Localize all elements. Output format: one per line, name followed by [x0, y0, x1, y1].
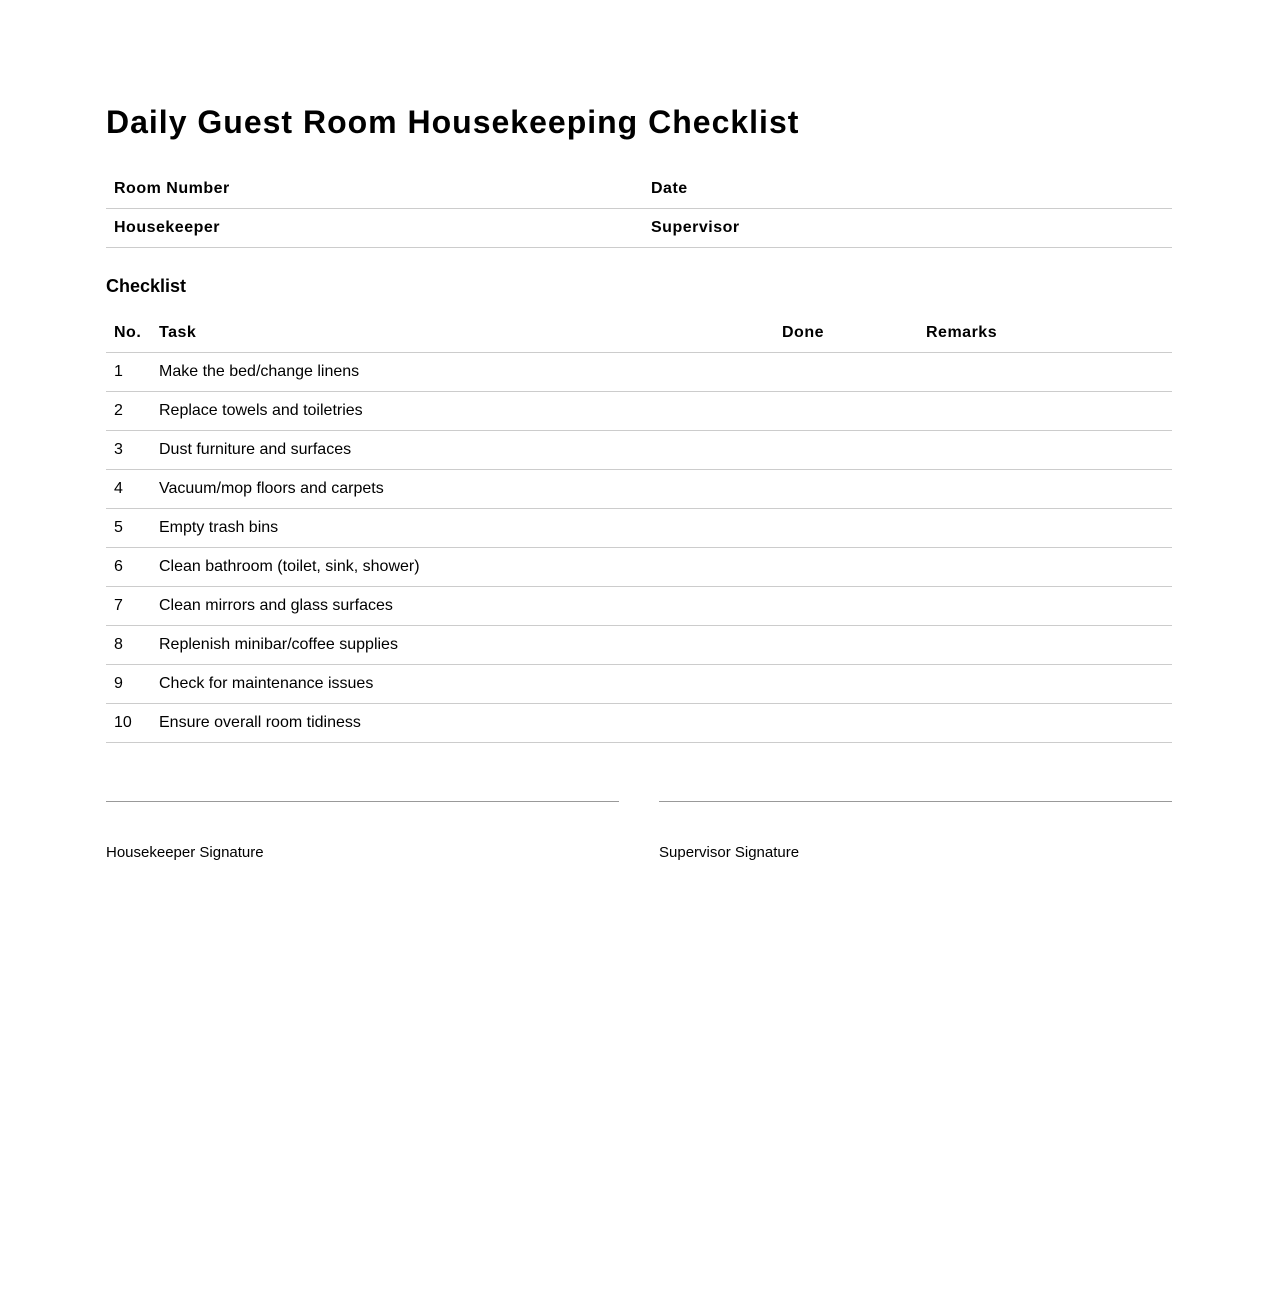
column-header-no: No. — [106, 314, 151, 353]
table-row — [106, 353, 1172, 392]
row-remarks-cell[interactable] — [918, 353, 1172, 392]
row-number: 6 — [106, 548, 151, 587]
row-remarks-cell[interactable] — [918, 509, 1172, 548]
row-remarks-cell[interactable] — [918, 470, 1172, 509]
table-row — [106, 587, 1172, 626]
row-number: 2 — [106, 392, 151, 431]
table-row — [106, 665, 1172, 704]
table-row — [106, 392, 1172, 431]
row-done-cell[interactable] — [774, 431, 918, 470]
table-row — [106, 704, 1172, 743]
housekeeper-signature-label: Housekeeper Signature — [106, 844, 264, 861]
row-number: 9 — [106, 665, 151, 704]
row-remarks-cell[interactable] — [918, 548, 1172, 587]
row-remarks-cell[interactable] — [918, 587, 1172, 626]
table-row — [106, 470, 1172, 509]
row-done-cell[interactable] — [774, 665, 918, 704]
signature-section — [106, 801, 1172, 862]
row-remarks-cell[interactable] — [918, 431, 1172, 470]
row-task: Make the bed/change linens — [151, 353, 774, 392]
row-task: Ensure overall room tidiness — [151, 704, 774, 743]
row-task: Check for maintenance issues — [151, 665, 774, 704]
info-row — [106, 209, 1172, 248]
supervisor-signature-label: Supervisor Signature — [659, 844, 800, 861]
page-title: Daily Guest Room Housekeeping Checklist — [106, 104, 800, 140]
housekeeper-field[interactable]: Housekeeper — [106, 209, 639, 248]
row-remarks-cell[interactable] — [918, 392, 1172, 431]
supervisor-signature-block — [659, 801, 1172, 862]
row-done-cell[interactable] — [774, 548, 918, 587]
table-header-row — [106, 314, 1172, 353]
row-number: 3 — [106, 431, 151, 470]
row-task: Clean bathroom (toilet, sink, shower) — [151, 548, 774, 587]
table-row — [106, 431, 1172, 470]
row-done-cell[interactable] — [774, 509, 918, 548]
column-header-done: Done — [774, 314, 918, 353]
row-done-cell[interactable] — [774, 704, 918, 743]
row-remarks-cell[interactable] — [918, 626, 1172, 665]
checklist-table — [106, 314, 1172, 743]
room-number-field[interactable]: Room Number — [106, 170, 639, 209]
row-task: Dust furniture and surfaces — [151, 431, 774, 470]
table-row — [106, 548, 1172, 587]
row-number: 1 — [106, 353, 151, 392]
row-done-cell[interactable] — [774, 353, 918, 392]
checklist-heading: Checklist — [106, 276, 187, 296]
column-header-task: Task — [151, 314, 774, 353]
table-row — [106, 626, 1172, 665]
supervisor-field[interactable]: Supervisor — [639, 209, 1172, 248]
housekeeper-signature-line[interactable] — [106, 801, 619, 802]
table-row — [106, 509, 1172, 548]
row-number: 5 — [106, 509, 151, 548]
housekeeper-signature-block — [106, 801, 619, 862]
row-number: 8 — [106, 626, 151, 665]
row-task: Vacuum/mop floors and carpets — [151, 470, 774, 509]
row-done-cell[interactable] — [774, 626, 918, 665]
row-done-cell[interactable] — [774, 392, 918, 431]
row-number: 4 — [106, 470, 151, 509]
row-number: 10 — [106, 704, 151, 743]
row-task: Clean mirrors and glass surfaces — [151, 587, 774, 626]
column-header-remarks: Remarks — [918, 314, 1172, 353]
row-done-cell[interactable] — [774, 587, 918, 626]
info-row — [106, 170, 1172, 209]
row-number: 7 — [106, 587, 151, 626]
row-task: Empty trash bins — [151, 509, 774, 548]
info-table — [106, 170, 1172, 248]
row-task: Replace towels and toiletries — [151, 392, 774, 431]
row-task: Replenish minibar/coffee supplies — [151, 626, 774, 665]
supervisor-signature-line[interactable] — [659, 801, 1172, 802]
date-field[interactable]: Date — [639, 170, 1172, 209]
row-remarks-cell[interactable] — [918, 704, 1172, 743]
row-done-cell[interactable] — [774, 470, 918, 509]
checklist-document — [106, 100, 1172, 862]
row-remarks-cell[interactable] — [918, 665, 1172, 704]
